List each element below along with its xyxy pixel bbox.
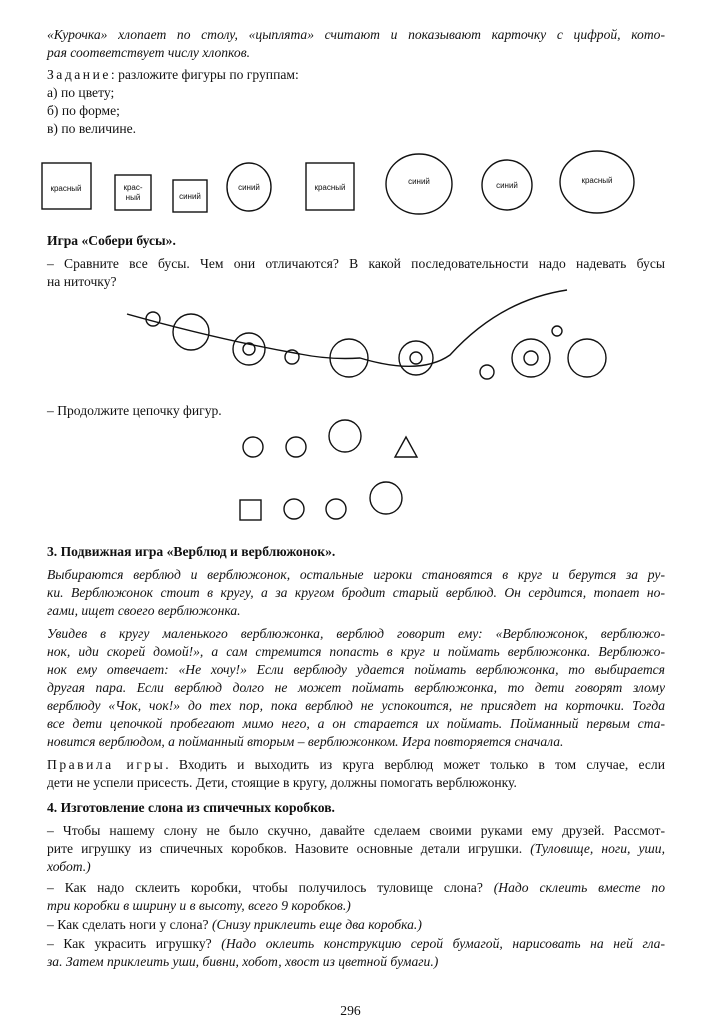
elephant-answer: три коробки в ширину и в высоту, всего 9 коробков.) (47, 898, 351, 913)
camel-para-2-line: все дети цепочкой пробегают мимо него, а он старается их поймать. Пойманный первым ста- (47, 716, 665, 731)
continue-chain-instruction: – Продолжите цепочку фигур. (47, 403, 222, 418)
elephant-line (47, 879, 665, 897)
chain-circle-small (326, 499, 346, 519)
chain-circle-big (370, 482, 402, 514)
camel-para-2-line: верблюду «Чок, чок!» до тех пор, пока верблюд не успокоится, не присядет на корточки. Тогда (47, 698, 665, 713)
shape-label: синий (408, 177, 430, 186)
shape-label: синий (238, 183, 260, 192)
shape-label: красный (314, 183, 346, 192)
shape-label: красный (50, 184, 82, 193)
task-item-b: б) по форме; (47, 103, 120, 118)
camel-para-1-line: ки. Верблюжонок стоит в кругу, а за кругом бродит старый верблюд. Он сердится, топает но- (47, 585, 665, 600)
intro-line-1: «Курочка» хлопает по столу, «цыплята» считают и показывают карточку с цифрой, кото- (47, 27, 665, 42)
camel-para-2-line: другая пара. Если верблюд долго не может поймать верблюжонка, то дети говорят злому (47, 680, 665, 695)
shape-label: синий (179, 192, 201, 201)
task-text: : разложите фигуры по группам: (110, 67, 299, 82)
chain-circle-big (329, 420, 361, 452)
elephant-line: – Чтобы нашему слону не было скучно, давайте сделаем своими руками ему друзей. Рассмот- (47, 823, 665, 838)
camel-para-2-line: Увидев в кругу маленького верблюжонка, верблюд говорит ему: «Верблюжонок, верблюжо- (47, 626, 665, 641)
intro-line-2: рая соответствует числу хлопков. (47, 45, 250, 60)
elephant-line (47, 916, 422, 934)
camel-para-1-line: Выбираются верблюд и верблюжонок, остальные игроки становятся в круг и берутся за ру- (47, 567, 665, 582)
task-label: Задание (47, 67, 111, 82)
shape-label: ный (125, 193, 141, 202)
elephant-answer: (Надо оклеить конструкцию серой бумагой, нарисовать на ней гла- (221, 936, 665, 951)
elephant-answer: (Снизу приклеить еще два коробка.) (211, 917, 422, 932)
elephant-section-title: 4. Изготовление слона из спичечных коробков. (47, 800, 335, 815)
beads-game-title: Игра «Собери бусы». (47, 233, 176, 248)
elephant-line (47, 935, 665, 953)
page-number: 296 (340, 1003, 361, 1018)
camel-para-2-line: нок, иди скорей домой!», а сам стремится попасть в круг и поймать верблюжонка. Верблюжо- (47, 644, 665, 659)
beads-question-line-1: – Сравните все бусы. Чем они отличаются? В какой последовательности надо надевать бусы (47, 256, 665, 271)
chain-square (240, 500, 261, 520)
shape-label: крас- (123, 183, 143, 192)
camel-rules-line-2: дети не успели присесть. Дети, стоящие в кругу, должны помогать верблюжонку. (47, 775, 517, 790)
elephant-question: – Как сделать ноги у слона? (47, 917, 212, 932)
rules-label: Правила игры (47, 757, 166, 772)
elephant-answer: за. Затем приклеить уши, бивни, хобот, хвост из цветной бумаги.) (47, 954, 439, 969)
elephant-answer: (Туловище, ноги, уши, (530, 841, 665, 856)
elephant-question: – Как надо склеить коробки, чтобы получилось туловище слона? (47, 880, 494, 895)
camel-para-2-line: нок ему отвечает: «Не хочу!» Если верблюду удается поймать верблюжонка, то выбирается (47, 662, 665, 677)
elephant-line (47, 840, 665, 858)
elephant-answer: хобот.) (47, 859, 91, 874)
chain-triangle (395, 437, 417, 457)
task-item-c: в) по величине. (47, 121, 137, 136)
chain-circle-small (286, 437, 306, 457)
chain-circle-small (284, 499, 304, 519)
chain-circle-small (243, 437, 263, 457)
camel-rules-line-1 (47, 756, 665, 774)
camel-para-2-line: новится верблюдом, а пойманный вторым – верблюжонком. Игра повторяется сначала. (47, 734, 564, 749)
elephant-answer: (Надо склеить вместе по (493, 880, 665, 895)
camel-para-1-line: гами, ищет своего верблюжонка. (47, 603, 241, 618)
elephant-question: – Как украсить игрушку? (47, 936, 222, 951)
beads-question-line-2: на ниточку? (47, 274, 117, 289)
camel-game-title: 3. Подвижная игра «Верблюд и верблюжонок». (47, 544, 336, 559)
rules-text: . Входить и выходить из круга верблюд может только в том случае, если (165, 757, 665, 772)
shape-label: синий (496, 181, 518, 190)
elephant-question: рите игрушку из спичечных коробков. Назовите основные детали игрушки. (47, 841, 531, 856)
shape-label: красный (581, 176, 613, 185)
task-item-a: а) по цвету; (47, 85, 115, 100)
